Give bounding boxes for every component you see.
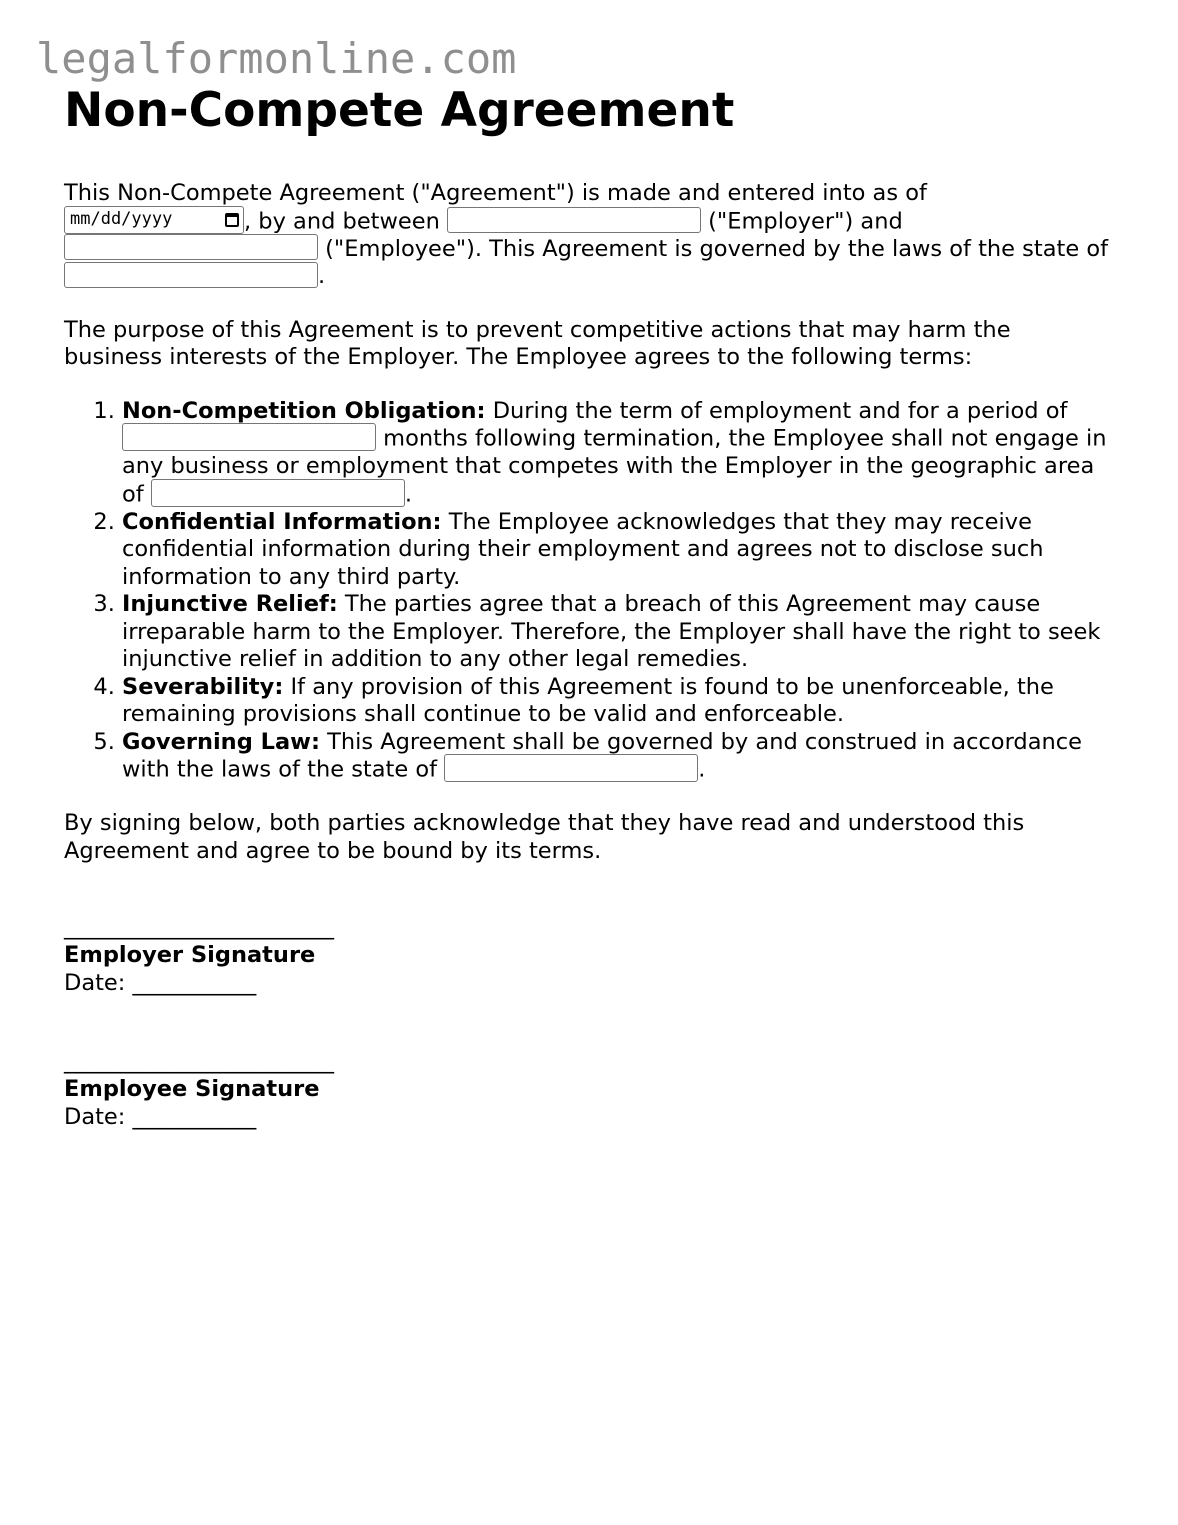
intro-text-5: . (318, 263, 326, 289)
term-heading: Severability: (122, 673, 284, 700)
term-text: months following termination, the Employee shall not engage in any business or employment that competes with the Employer in the geographic area of (122, 425, 1107, 507)
employer-signature-block (64, 913, 1114, 997)
term-text: This Agreement shall be governed by and construed in accordance with the laws of the state of (122, 728, 1082, 783)
intro-text-2: , by and between (244, 208, 440, 234)
signature-line: ________________________ (64, 914, 334, 940)
term-item (122, 509, 1114, 592)
closing-paragraph: By signing below, both parties acknowledge that they have read and understood this Agreement and agree to be bound by its terms. (64, 810, 1025, 864)
term-heading: Governing Law: (122, 728, 320, 755)
geographic-area-input[interactable] (151, 479, 405, 507)
term-heading: Injunctive Relief: (122, 591, 338, 617)
term-text: . (698, 756, 706, 783)
intro-paragraph (64, 180, 1114, 291)
watermark: legalformonline.com (36, 34, 517, 83)
terms-list (64, 398, 1114, 785)
employee-name-input[interactable] (64, 234, 318, 260)
term-text: If any provision of this Agreement is found to be unenforceable, the remaining provisions shall continue to be valid and enforceable. (122, 673, 1054, 727)
term-text: . (404, 481, 412, 507)
signature-line: ________________________ (64, 1048, 334, 1074)
document-body (64, 82, 1114, 1181)
signature-date: Date: ___________ (64, 1104, 257, 1130)
employee-signature-block (64, 1047, 1114, 1131)
term-item (122, 729, 1114, 785)
signature-date: Date: ___________ (64, 970, 257, 996)
calendar-icon[interactable] (225, 213, 239, 227)
term-text: The Employee acknowledges that they may receive confidential information during their employment and agrees not to disclose such information to any third party. (122, 508, 1044, 590)
term-item (122, 398, 1114, 509)
term-text: The parties agree that a breach of this Agreement may cause irreparable harm to the Employer. Therefore, the Employer shall have the right to seek injunctive relief in addition to any other legal remedies. (122, 591, 1101, 672)
agreement-date-input[interactable] (64, 206, 244, 234)
purpose-paragraph: The purpose of this Agreement is to prevent competitive actions that may harm the business interests of the Employer. The Employee agrees to the following terms: (64, 316, 1011, 370)
term-item (122, 591, 1114, 674)
non-compete-months-input[interactable] (122, 423, 376, 451)
signature-label: Employee Signature (64, 1076, 320, 1102)
date-placeholder: mm/dd/yyyy (70, 208, 173, 229)
intro-text-1: This Non-Compete Agreement ("Agreement") is made and entered into as of (64, 180, 927, 206)
intro-text-4: ("Employee"). This Agreement is governed by the laws of the state of (325, 235, 1109, 262)
governing-state-input[interactable] (64, 262, 318, 288)
signature-label: Employer Signature (64, 942, 316, 968)
term-heading: Non-Competition Obligation: (122, 397, 486, 424)
employer-name-input[interactable] (447, 207, 701, 233)
page-title: Non-Compete Agreement (64, 83, 735, 138)
term-item (122, 674, 1114, 729)
term-heading: Confidential Information: (122, 508, 442, 535)
governing-law-state-input[interactable] (444, 754, 698, 782)
intro-text-3: ("Employer") and (708, 208, 903, 234)
term-text: During the term of employment and for a period of (492, 397, 1068, 424)
